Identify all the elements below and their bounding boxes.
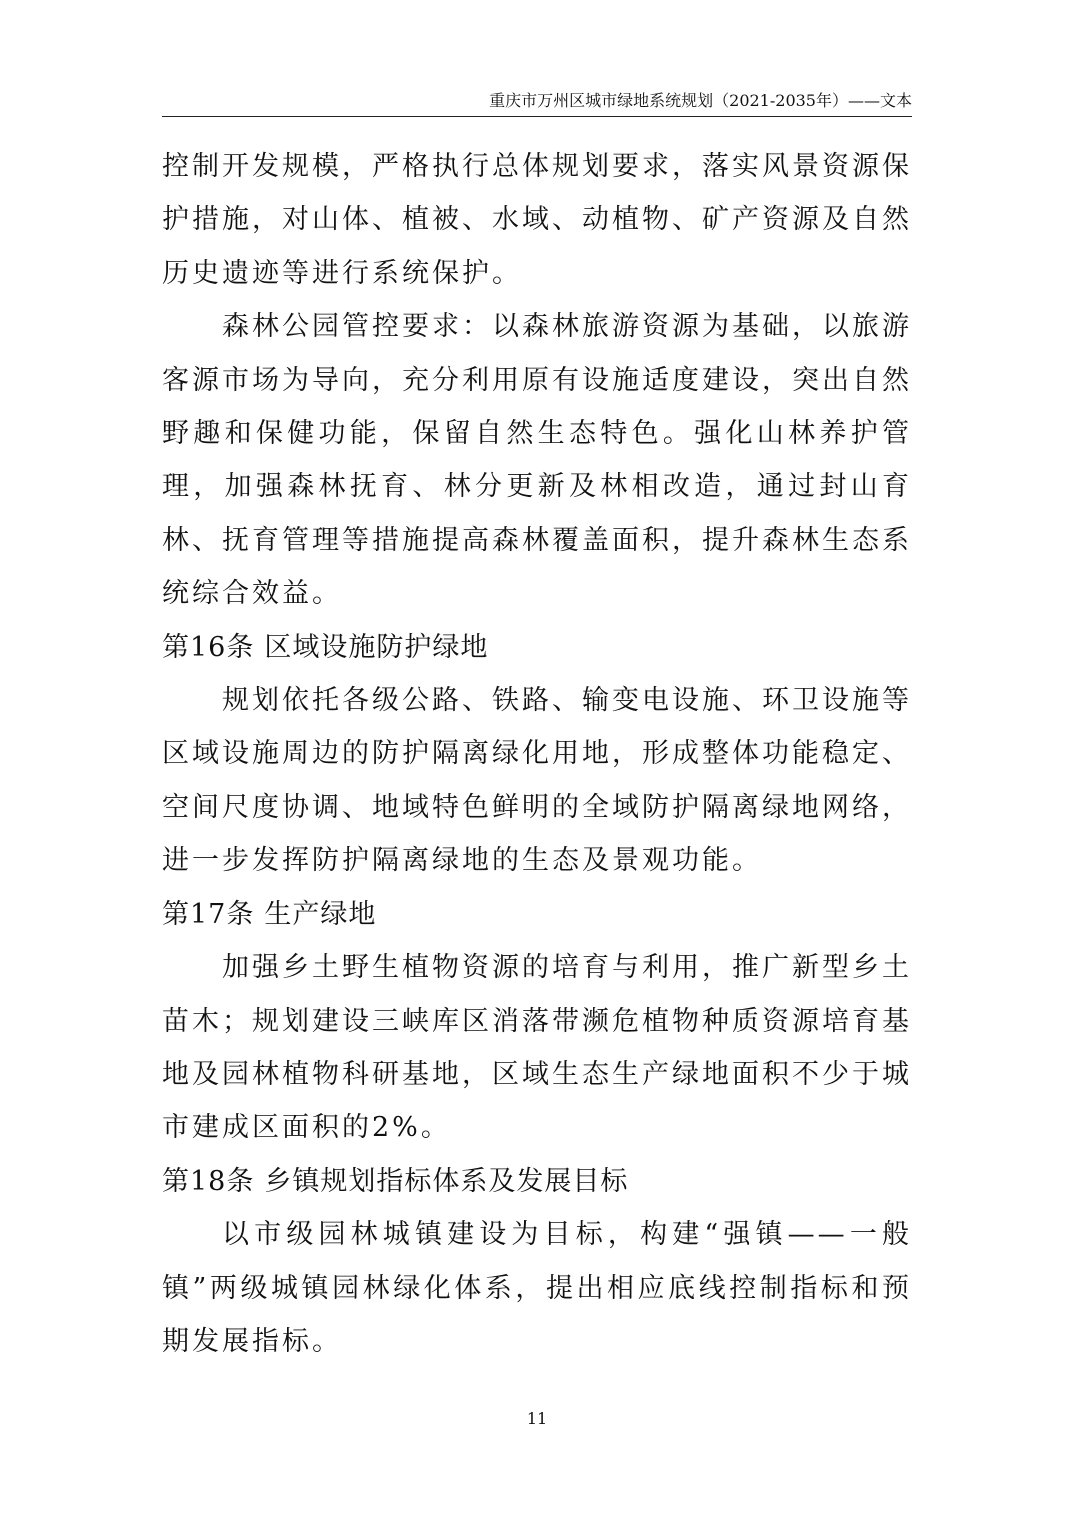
- document-title: 重庆市万州区城市绿地系统规划（2021-2035年）——文本: [489, 91, 912, 110]
- article-number: 第17条: [162, 898, 255, 930]
- paragraph-scenic-protection: 控制开发规模，严格执行总体规划要求，落实风景资源保护措施，对山体、植被、水域、动植物、矿产资源及自然历史遗迹等进行系统保护。: [162, 151, 912, 289]
- article-18-text: 以市级园林城镇建设为目标，构建“强镇——一般镇”两级城镇园林绿化体系，提出相应底线控制指标和预期发展指标。: [162, 1219, 912, 1357]
- paragraph-forest-park-control: 森林公园管控要求：以森林旅游资源为基础，以旅游客源市场为导向，充分利用原有设施适度建设，突出自然野趣和保健功能，保留自然生态特色。强化山林养护管理，加强森林抚育、林分更新及林相改造，通过封山育林、抚育管理等措施提高森林覆盖面积，提升森林生态系统综合效益。: [162, 311, 912, 610]
- article-16-text: 规划依托各级公路、铁路、输变电设施、环卫设施等区域设施周边的防护隔离绿化用地，形成整体功能稳定、空间尺度协调、地域特色鲜明的全域防护隔离绿地网络，进一步发挥防护隔离绿地的生态及景观功能。: [162, 685, 912, 877]
- article-18-heading: [162, 1155, 912, 1208]
- article-title: 区域设施防护绿地: [264, 631, 489, 663]
- article-title: 乡镇规划指标体系及发展目标: [264, 1165, 629, 1197]
- article-17-heading: [162, 888, 912, 941]
- article-number: 第18条: [162, 1165, 255, 1197]
- page-number: 11: [526, 1409, 548, 1428]
- article-17-text: 加强乡土野生植物资源的培育与利用，推广新型乡土苗木；规划建设三峡库区消落带濒危植物种质资源培育基地及园林植物科研基地，区域生态生产绿地面积不少于城市建成区面积的2%。: [162, 952, 912, 1144]
- article-title: 生产绿地: [264, 898, 377, 930]
- document-body: [162, 140, 912, 1368]
- article-16-heading: [162, 621, 912, 674]
- page-header: [162, 86, 912, 117]
- article-number: 第16条: [162, 631, 255, 663]
